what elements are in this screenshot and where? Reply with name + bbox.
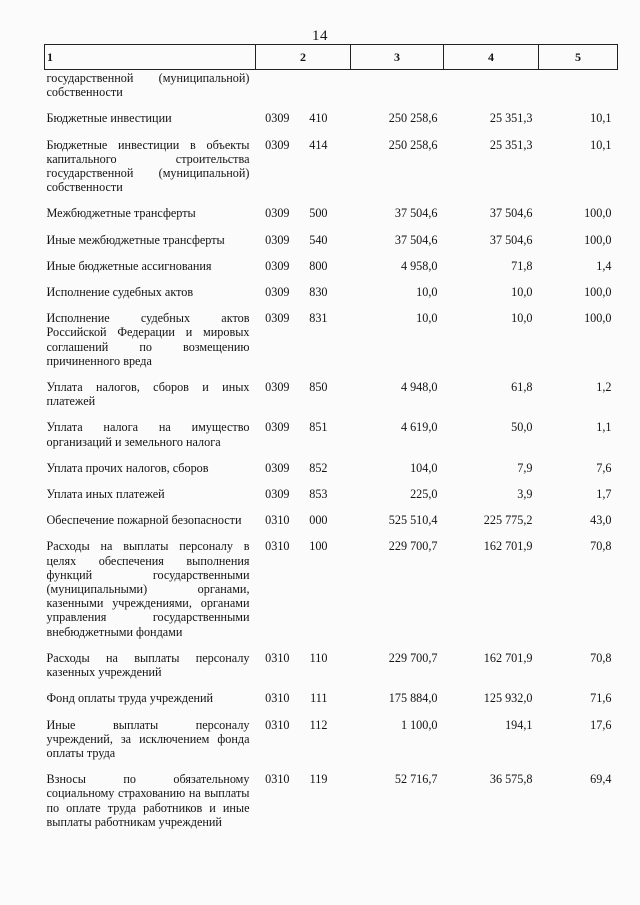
table-body [45, 70, 618, 841]
percent-cell: 7,6 [596, 460, 612, 475]
section-code: 0310 [265, 717, 290, 732]
section-code: 0309 [265, 285, 290, 300]
percent-cell: 43,0 [590, 513, 612, 528]
code-pair [256, 718, 351, 732]
row-code-cell [256, 233, 351, 259]
row-name-cell: Уплата налога на имущество организаций и земельного налога [46, 420, 250, 449]
plan-value-cell: 37 504,6 [394, 206, 438, 221]
actual-value-cell: 225 775,2 [483, 513, 533, 528]
percent-cell: 100,0 [584, 311, 612, 326]
expense-kind-code: 111 [310, 691, 328, 706]
row-name-cell: Уплата налогов, сборов и иных платежей [46, 380, 250, 409]
plan-value-cell: 4 619,0 [400, 420, 438, 435]
row-name-cell: Расходы на выплаты персоналу казенных учреждений [46, 650, 250, 680]
row-name-cell: Бюджетные инвестиции [46, 111, 172, 126]
code-pair [256, 311, 351, 325]
section-code: 0309 [265, 137, 290, 152]
percent-cell: 17,6 [590, 717, 612, 732]
expense-kind-code: 100 [309, 539, 328, 554]
column-header-2: 2 [256, 45, 351, 70]
percent-cell: 71,6 [590, 691, 612, 706]
plan-value-cell: 1 100,0 [400, 717, 438, 732]
percent-cell: 10,1 [590, 137, 612, 152]
column-header-1: 1 [45, 45, 256, 70]
row-code-cell [256, 718, 351, 773]
row-name-cell: Расходы на выплаты персоналу в целях обеспечения выполнения функций государственными (муниципальными) органами, казенными учреждениями, органами управления государственными внебюджетными фондами [46, 539, 250, 639]
section-code: 0310 [265, 539, 290, 554]
table-row [45, 259, 618, 285]
table-row [45, 285, 618, 311]
row-name-cell: государственной (муниципальной) собственности [46, 71, 250, 100]
section-code: 0309 [265, 232, 290, 247]
table-row [45, 513, 618, 539]
table-row [45, 718, 618, 773]
percent-cell: 100,0 [584, 206, 612, 221]
code-pair [256, 487, 351, 501]
table-row [45, 70, 618, 112]
plan-value-cell: 525 510,4 [388, 513, 438, 528]
percent-cell: 1,1 [596, 420, 612, 435]
row-name-cell: Уплата иных платежей [46, 487, 165, 502]
section-code: 0309 [265, 311, 290, 326]
section-code: 0309 [265, 380, 290, 395]
actual-value-cell: 125 932,0 [483, 691, 533, 706]
table-row [45, 111, 618, 137]
percent-cell [539, 70, 618, 112]
table-row [45, 138, 618, 207]
percent-cell: 100,0 [584, 285, 612, 300]
row-name-cell: Уплата прочих налогов, сборов [46, 460, 209, 475]
plan-value-cell: 104,0 [410, 460, 438, 475]
actual-value-cell: 36 575,8 [489, 772, 533, 787]
row-code-cell [256, 380, 351, 420]
plan-value-cell [351, 70, 444, 112]
code-pair [256, 285, 351, 299]
expense-kind-code: 831 [309, 311, 328, 326]
column-header-3: 3 [351, 45, 444, 70]
section-code: 0309 [265, 460, 290, 475]
row-code-cell [256, 513, 351, 539]
expense-kind-code: 112 [309, 717, 328, 732]
percent-cell: 1,4 [596, 258, 612, 273]
row-code-cell [256, 539, 351, 650]
row-name-cell: Взносы по обязательному социальному страхованию на выплаты по оплате труда работников и иные выплаты работникам учреждений [46, 772, 250, 829]
expense-kind-code: 119 [309, 772, 328, 787]
code-pair [256, 772, 351, 786]
table-row [45, 651, 618, 691]
row-code-cell [256, 461, 351, 487]
row-name-cell: Обеспечение пожарной безопасности [46, 513, 242, 528]
section-code: 0310 [265, 650, 290, 665]
row-name-cell: Исполнение судебных актов Российской Федерации и мировых соглашений по возмещению причиненного вреда [46, 311, 250, 368]
row-code-cell [256, 70, 351, 112]
code-pair [256, 420, 351, 434]
actual-value-cell [444, 70, 539, 112]
expense-kind-code: 852 [309, 460, 328, 475]
code-pair [256, 233, 351, 247]
code-pair [256, 539, 351, 553]
plan-value-cell: 229 700,7 [388, 539, 438, 554]
column-header-5: 5 [539, 45, 618, 70]
column-header-4: 4 [444, 45, 539, 70]
actual-value-cell: 194,1 [505, 717, 533, 732]
expense-kind-code: 110 [309, 650, 328, 665]
plan-value-cell: 250 258,6 [388, 137, 438, 152]
actual-value-cell: 37 504,6 [489, 232, 533, 247]
code-pair [256, 461, 351, 475]
percent-cell: 70,8 [590, 539, 612, 554]
plan-value-cell: 52 716,7 [394, 772, 438, 787]
actual-value-cell: 61,8 [511, 380, 533, 395]
row-code-cell [256, 772, 351, 841]
row-name-cell: Бюджетные инвестиции в объекты капитального строительства государственной (муниципальной) собственности [46, 137, 250, 195]
actual-value-cell: 3,9 [517, 487, 533, 502]
table-row [45, 311, 618, 380]
code-pair [256, 138, 351, 152]
table-row [45, 487, 618, 513]
percent-cell: 100,0 [584, 232, 612, 247]
percent-cell: 10,1 [590, 111, 612, 126]
expense-kind-code: 830 [309, 285, 328, 300]
expense-kind-code: 850 [309, 380, 328, 395]
expense-kind-code: 500 [309, 206, 328, 221]
row-code-cell [256, 420, 351, 460]
expense-kind-code: 853 [309, 487, 328, 502]
section-code: 0309 [265, 258, 290, 273]
plan-value-cell: 37 504,6 [394, 232, 438, 247]
row-name-cell: Иные выплаты персоналу учреждений, за исключением фонда оплаты труда [46, 717, 250, 760]
row-code-cell [256, 691, 351, 717]
table-row [45, 772, 618, 841]
actual-value-cell: 37 504,6 [489, 206, 533, 221]
row-code-cell [256, 311, 351, 380]
plan-value-cell: 4 948,0 [400, 380, 438, 395]
table-row [45, 420, 618, 460]
table-row [45, 233, 618, 259]
plan-value-cell: 10,0 [416, 285, 438, 300]
table-row [45, 206, 618, 232]
row-name-cell: Иные межбюджетные трансферты [46, 232, 225, 247]
row-code-cell [256, 259, 351, 285]
section-code: 0309 [265, 111, 290, 126]
expense-kind-code: 414 [309, 137, 328, 152]
plan-value-cell: 4 958,0 [400, 258, 438, 273]
code-pair [256, 651, 351, 665]
actual-value-cell: 25 351,3 [489, 137, 533, 152]
expense-kind-code: 410 [309, 111, 328, 126]
section-code: 0310 [265, 513, 290, 528]
expense-kind-code: 000 [309, 513, 328, 528]
code-pair [256, 691, 351, 705]
actual-value-cell: 10,0 [511, 311, 533, 326]
budget-table [44, 44, 612, 841]
actual-value-cell: 25 351,3 [489, 111, 533, 126]
row-code-cell [256, 487, 351, 513]
section-code: 0309 [265, 420, 290, 435]
row-code-cell [256, 138, 351, 207]
row-name-cell: Иные бюджетные ассигнования [46, 258, 212, 273]
expense-kind-code: 851 [309, 420, 328, 435]
section-code: 0309 [265, 206, 290, 221]
row-code-cell [256, 206, 351, 232]
plan-value-cell: 175 884,0 [388, 691, 438, 706]
expense-kind-code: 540 [309, 232, 328, 247]
row-code-cell [256, 651, 351, 691]
actual-value-cell: 7,9 [517, 460, 533, 475]
table-row [45, 461, 618, 487]
actual-value-cell: 162 701,9 [483, 539, 533, 554]
actual-value-cell: 10,0 [511, 285, 533, 300]
code-pair [256, 206, 351, 220]
row-code-cell [256, 111, 351, 137]
percent-cell: 69,4 [590, 772, 612, 787]
actual-value-cell: 162 701,9 [483, 650, 533, 665]
actual-value-cell: 50,0 [511, 420, 533, 435]
section-code: 0309 [265, 487, 290, 502]
section-code: 0310 [265, 691, 290, 706]
table-header-row [45, 45, 618, 70]
table-row [45, 380, 618, 420]
code-pair [256, 380, 351, 394]
table-row [45, 691, 618, 717]
plan-value-cell: 10,0 [416, 311, 438, 326]
table-row [45, 539, 618, 650]
plan-value-cell: 225,0 [410, 487, 438, 502]
section-code: 0310 [265, 772, 290, 787]
percent-cell: 1,2 [596, 380, 612, 395]
code-pair [256, 259, 351, 273]
percent-cell: 70,8 [590, 650, 612, 665]
actual-value-cell: 71,8 [511, 258, 533, 273]
expense-kind-code: 800 [309, 258, 328, 273]
row-name-cell: Межбюджетные трансферты [46, 206, 196, 221]
row-code-cell [256, 285, 351, 311]
code-pair [256, 111, 351, 125]
plan-value-cell: 229 700,7 [388, 650, 438, 665]
plan-value-cell: 250 258,6 [388, 111, 438, 126]
code-pair [256, 513, 351, 527]
row-name-cell: Исполнение судебных актов [46, 285, 194, 300]
page-number: 14 [312, 28, 328, 44]
percent-cell: 1,7 [596, 487, 612, 502]
row-name-cell: Фонд оплаты труда учреждений [46, 691, 214, 706]
